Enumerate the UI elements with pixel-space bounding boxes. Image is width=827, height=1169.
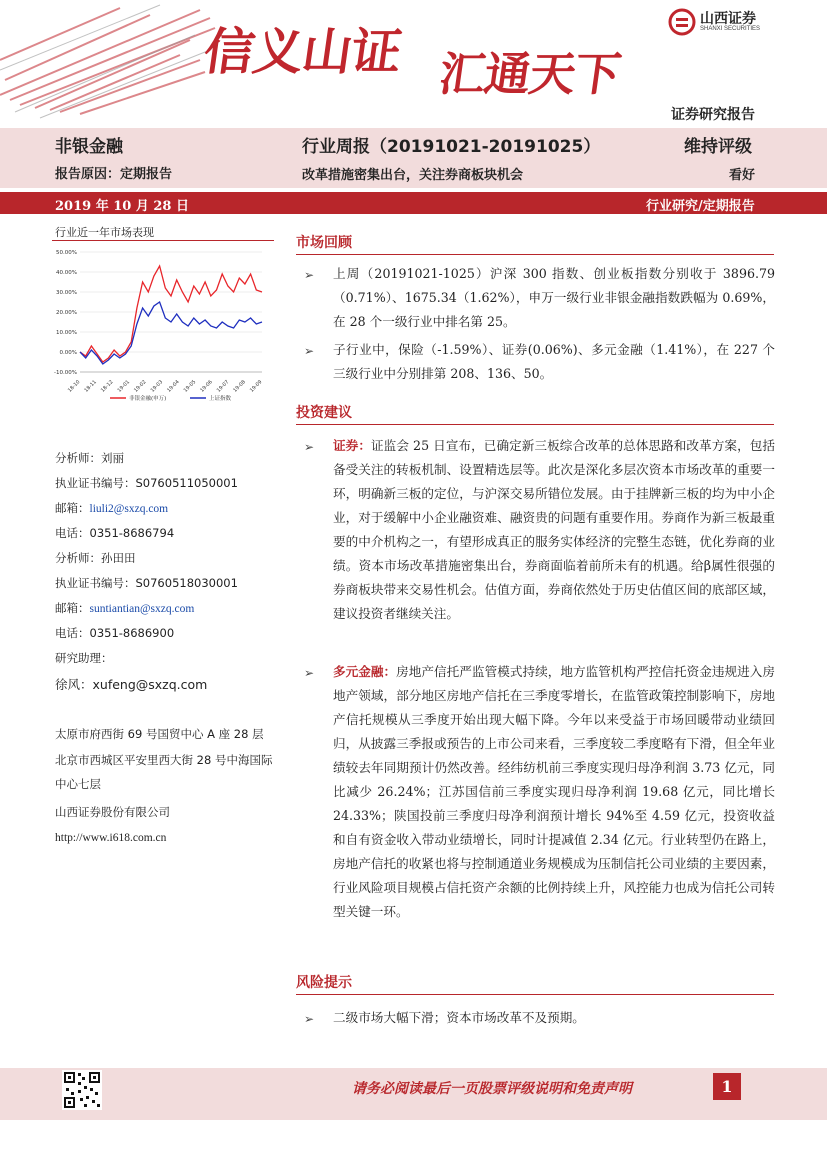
analyst2-license: 执业证书编号：S0760518030001 [55,576,238,590]
report-subtitle: 改革措施密集出台，关注券商板块机会 [302,168,524,183]
chart-x-tick-label: 19-05 [182,379,198,394]
bullet-arrow-icon: ➢ [304,440,315,454]
page-number: 1 [713,1073,741,1100]
chart-x-tick-label: 19-06 [199,379,214,394]
chart-title-rule [52,240,274,241]
chart-x-tick-label: 18-11 [83,379,98,394]
chart-x-tick-label: 18-12 [99,379,115,394]
risk-paragraph: 二级市场大幅下滑；资本市场改革不及预期。 [333,1010,585,1025]
section-rule [296,254,774,255]
chart-x-tick-label: 19-01 [116,379,132,394]
email-label: 邮箱： [55,601,90,615]
sector-name: 非银金融 [55,137,123,157]
bullet-arrow-icon: ➢ [304,666,315,680]
section-title-advice: 投资建议 [296,405,352,421]
bullet-arrow-icon: ➢ [304,344,315,358]
chart-x-tick-label: 19-09 [248,379,264,394]
assistant-label: 研究助理： [55,651,113,665]
chart-x-tick-label: 18-10 [66,379,82,394]
chart-series-line [80,266,262,362]
advice-text-securities: 证监会 25 日宣布，已确定新三板综合改革的总体思路和改革方案，包括备受关注的转板机制、设置精选层等。此次是深化多层次资本市场改革的重要一环，明确新三板的定位，与沪深交易所错位发展。由于挂牌新三板的均为中小企业，对于缓解中小企业融资难、融资贵的问题有重要作用。券商作为新三板最重要的中介机构之一，有望形成真正的服务实体经济的完整生态链，优化券商的业绩。资本市场改革措施密集出台，券商面临着前所未有的机遇。给β属性很强的券商板块带来交易性机会。估值方面，券商依然处于历史估值区间的底部区域，建议投资者继续关注。 [333,438,775,621]
shanxi-securities-logo-icon [668,8,696,36]
chart-title: 行业近一年市场表现 [55,226,154,239]
assistant-contact: 徐风：xufeng@sxzq.com [55,677,208,692]
address-taiyuan: 太原市府西街 69 号国贸中心 A 座 28 层 [55,727,264,741]
analyst1-email-row [55,500,168,516]
slogan-part1: 信义山证 [200,23,405,81]
chart-y-tick-label: 30.00% [56,290,77,296]
chart-series-line [80,302,262,364]
advice-lead-diversified: 多元金融： [333,664,397,679]
chart-y-tick-label: 10.00% [56,330,77,336]
advice-paragraph-securities [333,434,775,626]
report-reason: 报告原因：定期报告 [55,167,173,182]
chart-x-tick-label: 19-03 [149,379,165,394]
analyst1-email-link[interactable]: liuli2@sxzq.com [89,503,169,515]
chart-y-tick-label: -10.00% [54,370,77,376]
review-paragraph-2: 子行业中，保险（-1.59%）、证券(0.06%)、多元金融（1.41%），在 227 个三级行业中分别排第 208、136、50。 [333,342,775,381]
disclaimer-text: 请务必阅读最后一页股票评级说明和免责声明 [352,1081,632,1097]
slogan-part2: 汇通天下 [435,47,624,101]
analyst1-license: 执业证书编号：S0760511050001 [55,476,238,490]
section-title-review: 市场回顾 [296,235,352,251]
report-category: 行业研究/定期报告 [646,199,755,214]
analyst2-phone: 电话：0351-8686900 [55,626,175,640]
logo-name-cn: 山西证券 [700,11,756,27]
section-title-risk: 风险提示 [296,975,352,991]
chart-y-tick-label: 40.00% [56,270,77,276]
chart-x-tick-label: 19-08 [232,379,247,394]
logo-name-en: SHANXI SECURITIES [700,26,761,32]
review-paragraph-1: 上周（20191021-1025）沪深 300 指数、创业板指数分别收于 3896.79（0.71%）、1675.34（1.62%），申万一级行业非银金融指数跌幅为 0.69%，在 28 个一级行业中排名第 25。 [333,266,775,329]
rating-value: 看好 [729,168,756,183]
report-date: 2019 年 10 月 28 日 [55,199,189,214]
section-rule [296,424,774,425]
email-label: 邮箱： [55,501,90,515]
bullet-arrow-icon: ➢ [304,268,315,282]
analyst1-name: 分析师：刘丽 [55,451,124,465]
analyst2-email-link[interactable]: suntiantian@sxzq.com [89,603,195,615]
qr-code-icon [62,1070,102,1110]
advice-text-diversified: 房地产信托严监管模式持续，地方监管机构严控信托资金违规进入房地产领域，部分地区房地产信托在三季度零增长，在监管政策控制影响下，房地产信托规模从三季度开始出现大幅下降。今年以来受益于市场回暖带动业绩回归，从披露三季报或预告的上市公司来看，三季度较二季度略有下滑，但全年业绩较去年同期预计仍然改善。经纬纺机前三季度实现归母净利润 3.73 亿元，同比减少 26.24%；江苏国信前三季度实现归母净利润 19.68 亿元，同比增长 24.33%；陕国投前三季度归母净利润预计增长 94%至 4.59 亿元，投资收益和自有资金收入带动业绩增长，同时计提减值 2.34 亿元。行业转型仍在路上，房地产信托的收紧也将与控制通道业务规模成为压制信托公司业绩的主要因素，行业风险项目规模占信托资产余额的比例持续上升，风控能力也成为信托公司转型关键一环。 [333,664,776,919]
company-name: 山西证券股份有限公司 [55,805,170,819]
market-performance-chart [40,244,280,414]
chart-y-tick-label: 50.00% [56,250,77,256]
chart-y-tick-label: 0.00% [59,350,77,356]
weekly-report-title: 行业周报（20191021-20191025） [302,137,601,157]
rating-label: 维持评级 [684,137,752,157]
chart-x-tick-label: 19-04 [166,379,181,394]
chart-y-tick-label: 20.00% [56,310,77,316]
company-website[interactable]: http://www.i618.com.cn [55,832,167,844]
chart-legend-label: 上证指数 [209,396,232,402]
analyst1-phone: 电话：0351-8686794 [55,526,175,540]
analyst2-email-row [55,600,194,616]
address-beijing: 北京市西城区平安里西大街 28 号中海国际中心七层 [55,753,273,791]
advice-lead-securities: 证券： [333,438,371,453]
chart-x-tick-label: 19-02 [133,379,148,394]
section-rule [296,994,774,995]
report-type-label: 证券研究报告 [671,107,755,123]
analyst2-name: 分析师：孙田田 [55,551,136,565]
bullet-arrow-icon: ➢ [304,1012,315,1026]
advice-paragraph-diversified [333,660,775,924]
chart-legend-label: 非银金融(申万) [129,396,167,402]
chart-x-tick-label: 19-07 [215,379,231,394]
